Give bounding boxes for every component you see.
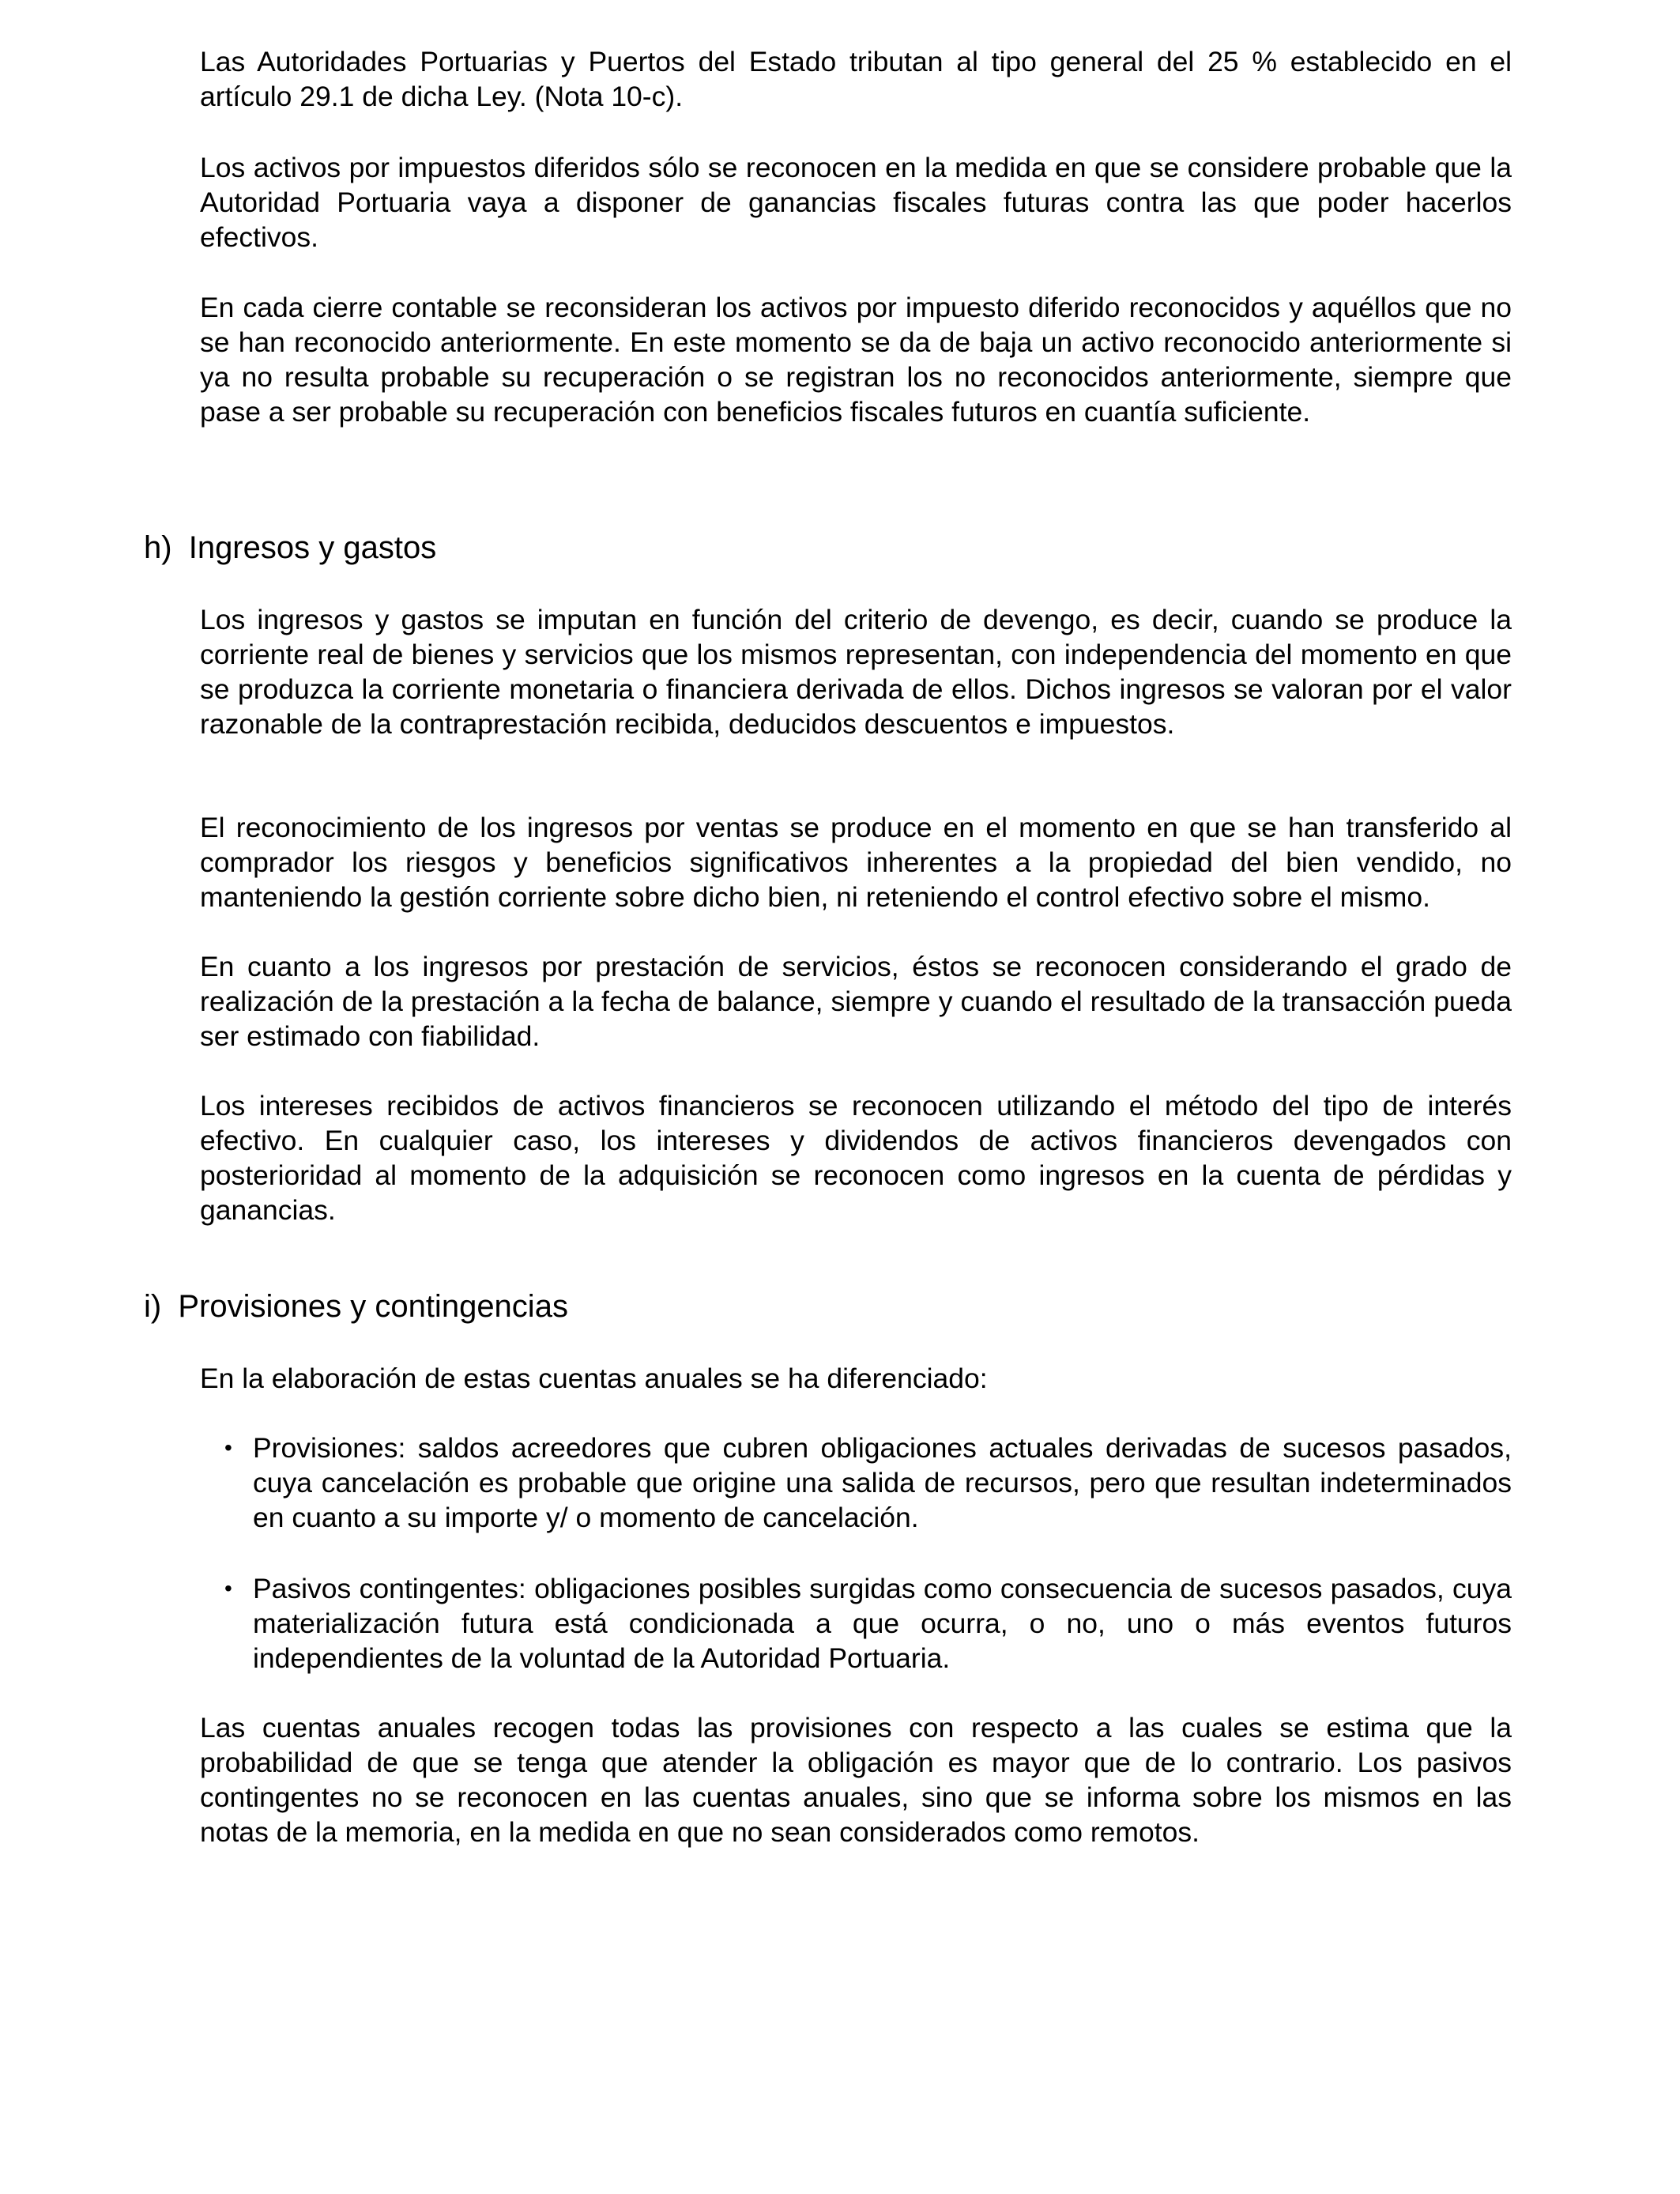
paragraph-services-revenue: En cuanto a los ingresos por prestación de servicios, éstos se reconocen considerando el grado de realización de la prestación a la fecha de balance, siempre y cuando el resultado de la transacción pueda ser estimado con fiabilidad. xyxy=(200,951,1512,1052)
paragraph-provisions-intro: En la elaboración de estas cuentas anuales se ha diferenciado: xyxy=(200,1363,988,1394)
paragraph-sales-recognition: El reconocimiento de los ingresos por ventas se produce en el momento en que se han transferido al comprador los riesgos y beneficios significativos inherentes a la propiedad del bien vendido, no manteniendo la gestión corriente sobre dicho bien, ni reteniendo el control efectivo sobre el mismo. xyxy=(200,812,1512,913)
list-item-text: Pasivos contingentes: obligaciones posibles surgidas como consecuencia de sucesos pasados, cuya materialización futura está condicionada a que ocurra, o no, uno o más eventos futuros independientes de la voluntad de la Autoridad Portuaria. xyxy=(253,1573,1512,1674)
paragraph-closing-reconsideration: En cada cierre contable se reconsideran los activos por impuesto diferido reconocidos y aquéllos que no se han reconocido anteriormente. En este momento se da de baja un activo reconocido anteriormente si ya no resulta probable su recuperación o se registran los no reconocidos anteriormente, siempre que pase a ser probable su recuperación con beneficios fiscales futuros en cuantía suficiente. xyxy=(200,292,1512,428)
paragraph-provisions-closing: Las cuentas anuales recogen todas las provisiones con respecto a las cuales se estima que la probabilidad de que se tenga que atender la obligación es mayor que de lo contrario. Los pasivos contingentes no se reconocen en las cuentas anuales, sino que se informa sobre los mismos en las notas de la memoria, en la medida en que no sean considerados como remotos. xyxy=(200,1712,1512,1848)
section-letter-i: i) xyxy=(144,1289,162,1324)
bullet-icon: • xyxy=(224,1576,232,1600)
section-heading-i xyxy=(144,1287,568,1326)
section-heading-h xyxy=(144,528,436,567)
paragraph-tax-rate: Las Autoridades Portuarias y Puertos del Estado tributan al tipo general del 25 % establecido en el artículo 29.1 de dicha Ley. (Nota 10-c). xyxy=(200,46,1512,112)
bullet-icon: • xyxy=(224,1435,232,1460)
section-title-i: Provisiones y contingencias xyxy=(178,1289,568,1324)
paragraph-revenue-accrual: Los ingresos y gastos se imputan en función del criterio de devengo, es decir, cuando se produce la corriente real de bienes y servicios que los mismos representan, con independencia del momento en que se produzca la corriente monetaria o financiera derivada de ellos. Dichos ingresos se valoran por el valor razonable de la contraprestación recibida, deducidos descuentos e impuestos. xyxy=(200,604,1512,740)
section-title-h: Ingresos y gastos xyxy=(188,530,437,565)
list-item-text: Provisiones: saldos acreedores que cubren obligaciones actuales derivadas de sucesos pasados, cuya cancelación es probable que origine una salida de recursos, pero que resultan indeterminados en cuanto a su importe y/ o momento de cancelación. xyxy=(253,1432,1512,1533)
section-letter-h: h) xyxy=(144,530,172,565)
list-item-pasivos-contingentes xyxy=(224,1571,1512,1676)
paragraph-deferred-tax-assets: Los activos por impuestos diferidos sólo se reconocen en la medida en que se considere probable que la Autoridad Portuaria vaya a disponer de ganancias fiscales futuras contra las que poder hacerlos efectivos. xyxy=(200,152,1512,253)
list-item-provisiones xyxy=(224,1431,1512,1535)
paragraph-interest-received: Los intereses recibidos de activos financieros se reconocen utilizando el método del tipo de interés efectivo. En cualquier caso, los intereses y dividendos de activos financieros devengados con posterioridad al momento de la adquisición se reconocen como ingresos en la cuenta de pérdidas y ganancias. xyxy=(200,1090,1512,1226)
